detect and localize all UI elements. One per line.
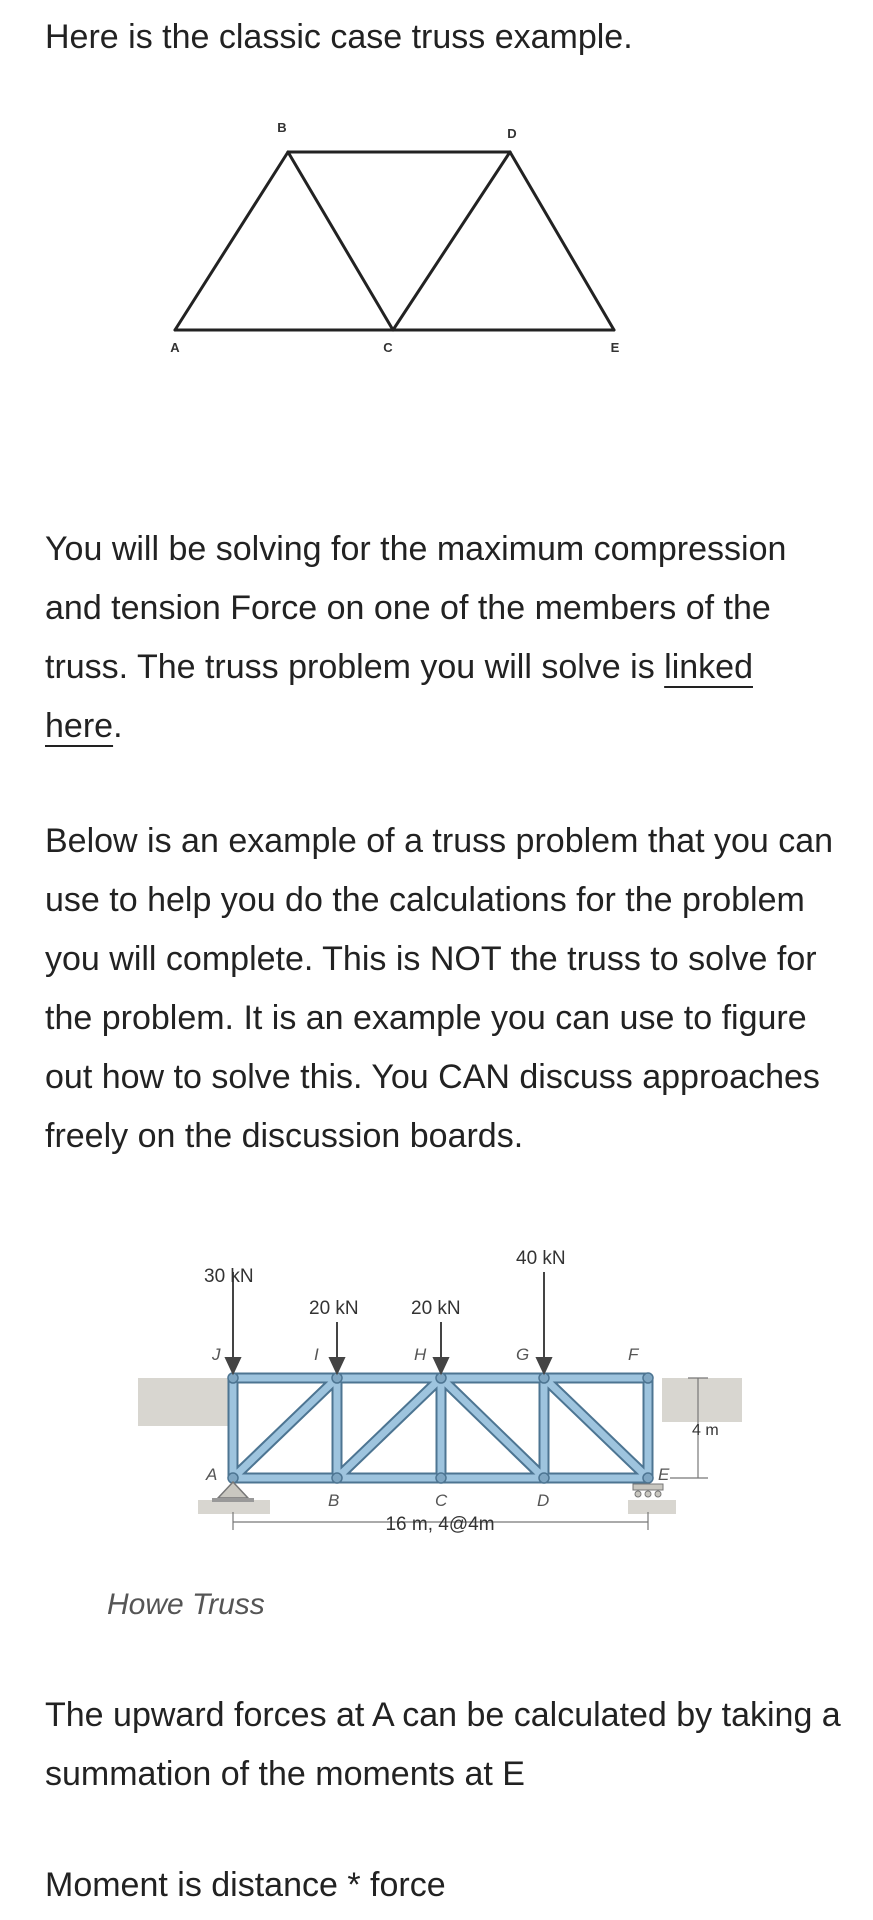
pin-support-a (218, 1482, 248, 1498)
upward-forces-paragraph: The upward forces at A can be calculated by taking a summation of the moments at E (45, 1696, 841, 1793)
member-cd (393, 152, 510, 330)
ground-base-left (198, 1500, 270, 1514)
roller-support-e (633, 1484, 663, 1497)
example-paragraph: Below is an example of a truss problem that you can use to help you do the calculations for the problem you will complete. This is NOT the truss to solve for the problem. It is an example you can use to figure out how to solve this. You CAN discuss approaches freely on the discussion boards. (45, 822, 834, 1155)
simple-truss-diagram (0, 100, 873, 480)
dim-height-label: 4 m (692, 1422, 719, 1439)
ground-base-right (628, 1500, 676, 1514)
node-d: D (537, 1491, 550, 1510)
node-j: J (212, 1345, 221, 1364)
moment-text: Moment is distance * force (45, 1866, 446, 1904)
member-ab (175, 152, 288, 330)
linked-here-link[interactable]: linked here (45, 648, 753, 745)
node-label-c: C (383, 340, 393, 355)
member-de (510, 152, 614, 330)
dim-span-label: 16 m, 4@4m (385, 1514, 495, 1535)
node-label-a: A (170, 340, 180, 355)
load-label-g: 40 kN (516, 1248, 566, 1269)
intro-text: Here is the classic case truss example. (45, 18, 633, 56)
node-a: A (206, 1465, 218, 1484)
node-label-e: E (610, 340, 620, 355)
load-label-j: 30 kN (204, 1266, 254, 1287)
node-g: G (516, 1345, 530, 1364)
node-f: F (628, 1345, 639, 1364)
member-bc (288, 152, 393, 330)
task-paragraph: You will be solving for the maximum compression and tension Force on one of the members of the truss. The truss problem you will solve is linked here. (45, 530, 787, 745)
howe-truss-diagram (0, 1230, 873, 1570)
node-i: I (314, 1345, 319, 1364)
node-label-d: D (507, 126, 517, 141)
node-c: C (435, 1491, 448, 1510)
node-e: E (658, 1465, 670, 1484)
ground-left (138, 1378, 234, 1426)
ground-right (662, 1378, 742, 1422)
node-b: B (328, 1491, 340, 1510)
figure-caption: Howe Truss (107, 1588, 265, 1621)
node-h: H (414, 1345, 427, 1364)
load-label-h: 20 kN (411, 1298, 461, 1319)
load-label-i: 20 kN (309, 1298, 359, 1319)
node-label-b: B (277, 120, 287, 135)
